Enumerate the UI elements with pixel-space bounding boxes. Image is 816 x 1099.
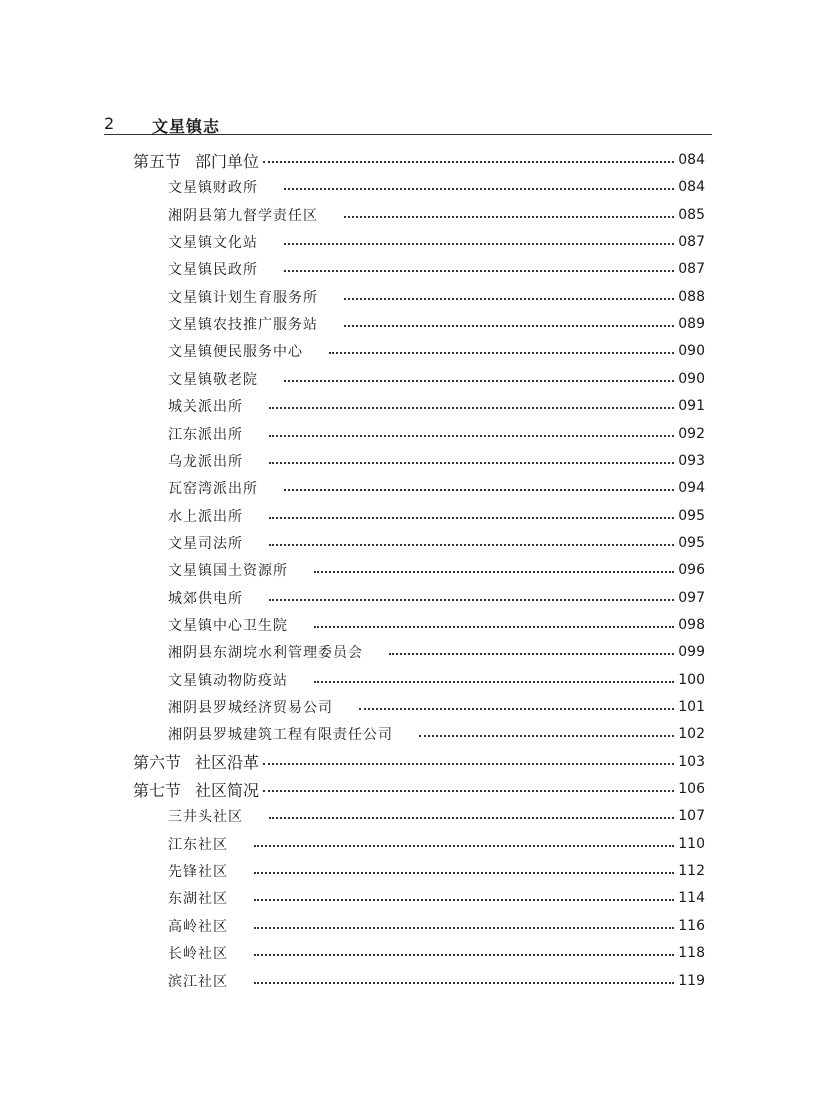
toc-entry-row <box>168 451 705 471</box>
dot-leader <box>254 927 674 929</box>
dot-leader <box>269 599 674 601</box>
dot-leader <box>314 626 674 628</box>
toc-page-number: 116 <box>678 917 705 934</box>
toc-entry-row <box>168 888 705 908</box>
toc-entry-row <box>168 834 705 854</box>
dot-leader <box>344 216 674 218</box>
dot-leader <box>254 982 674 984</box>
dot-leader <box>314 681 674 683</box>
toc-page-number: 087 <box>678 234 705 251</box>
dot-leader <box>284 243 674 245</box>
toc-entry-row <box>168 588 705 608</box>
toc-entry-row <box>168 506 705 526</box>
toc-page-number: 101 <box>678 699 705 715</box>
dot-leader <box>269 407 674 409</box>
dot-leader <box>284 188 674 190</box>
toc-entry-title: 文星镇敬老院 <box>168 371 258 388</box>
dot-leader <box>344 325 674 327</box>
toc-page-number: 095 <box>678 534 705 551</box>
toc-entry-title: 江东派出所 <box>168 426 243 443</box>
toc-page-number: 112 <box>678 863 705 880</box>
toc-entry-row <box>168 341 705 361</box>
toc-page-number: 090 <box>678 370 705 387</box>
dot-leader <box>344 298 674 300</box>
toc-page-number: 102 <box>678 726 705 743</box>
dot-leader <box>284 489 674 491</box>
toc-page-number: 103 <box>678 753 705 770</box>
toc-entry-title: 文星镇农技推广服务站 <box>168 317 318 334</box>
toc-entry-title: 江东社区 <box>168 836 228 853</box>
toc-entry-title: 文星镇民政所 <box>168 262 258 279</box>
toc-section-row <box>133 779 705 799</box>
toc-entry-row <box>168 232 705 252</box>
dot-leader <box>284 270 674 272</box>
toc-entry-row <box>168 971 705 991</box>
dot-leader <box>389 653 674 655</box>
toc-entry-title: 高岭社区 <box>168 918 228 935</box>
dot-leader <box>254 954 674 956</box>
toc-entry-title: 文星镇国土资源所 <box>168 563 288 580</box>
dot-leader <box>359 708 674 710</box>
toc-entry-row <box>168 369 705 389</box>
toc-entry-row <box>168 943 705 963</box>
toc-page-number: 096 <box>678 562 705 579</box>
toc-entry-title <box>133 778 259 801</box>
toc-page-number: 089 <box>678 316 705 333</box>
dot-leader <box>284 380 674 382</box>
toc-page-number: 095 <box>678 507 705 524</box>
toc-entry-title: 文星镇计划生育服务所 <box>168 289 318 306</box>
toc-entry-row <box>168 806 705 826</box>
page-number: 2 <box>104 114 115 133</box>
dot-leader <box>269 435 674 437</box>
toc-section-row <box>133 752 705 772</box>
toc-entry-row <box>168 560 705 580</box>
section-number: 第五节 <box>133 151 182 171</box>
dot-leader <box>269 517 674 519</box>
toc-entry-title: 湘阴县东湖垸水利管理委员会 <box>168 645 363 662</box>
toc-entry-row <box>168 724 705 744</box>
toc-page-number: 099 <box>678 644 705 661</box>
toc-page-number: 119 <box>678 972 705 989</box>
toc-entry-row <box>168 478 705 498</box>
toc-page-number: 106 <box>678 781 705 798</box>
toc-entry-title: 滨江社区 <box>168 973 228 990</box>
running-header <box>104 112 712 135</box>
toc-page-number: 090 <box>678 343 705 360</box>
toc-page-number: 094 <box>678 480 705 497</box>
toc-page-number: 084 <box>678 152 705 168</box>
toc-page-number: 110 <box>678 835 705 852</box>
toc-entry-row <box>168 177 705 197</box>
dot-leader <box>269 544 674 546</box>
toc-entry-row <box>168 697 705 717</box>
toc-entry-title: 城郊供电所 <box>168 590 243 607</box>
section-title: 社区沿革 <box>195 753 260 773</box>
dot-leader <box>254 872 674 874</box>
section-number: 第七节 <box>133 780 182 800</box>
dot-leader <box>263 763 674 765</box>
toc-entry-row <box>168 259 705 279</box>
toc-page-number: 092 <box>678 425 705 442</box>
section-title: 社区简况 <box>195 780 260 800</box>
section-number: 第六节 <box>133 753 182 773</box>
toc-entry-title: 文星镇中心卫生院 <box>168 617 288 634</box>
toc-entry-title: 湘阴县第九督学责任区 <box>168 207 318 224</box>
toc-entry-title: 城关派出所 <box>168 399 243 416</box>
toc-page-number: 085 <box>678 206 705 223</box>
dot-leader <box>263 161 674 163</box>
toc-entry-title <box>133 149 259 172</box>
toc-entry-row <box>168 615 705 635</box>
toc-entry-title: 长岭社区 <box>168 946 228 963</box>
toc-section-row <box>133 150 705 170</box>
dot-leader <box>329 352 674 354</box>
toc-entry-title: 东湖社区 <box>168 891 228 908</box>
toc-page-number: 091 <box>678 398 705 415</box>
toc-page-number: 098 <box>678 616 705 633</box>
toc-page-number: 088 <box>678 288 705 305</box>
toc-page-number: 100 <box>678 671 705 688</box>
dot-leader <box>254 845 674 847</box>
toc-page-number: 087 <box>678 261 705 278</box>
toc-page-number: 114 <box>678 890 705 907</box>
toc-entry-title: 乌龙派出所 <box>168 453 243 470</box>
toc-entry-title: 瓦窑湾派出所 <box>168 481 258 498</box>
toc-entry-title: 湘阴县罗城建筑工程有限责任公司 <box>168 727 393 744</box>
toc-entry-title: 文星镇文化站 <box>168 235 258 252</box>
toc-entry-row <box>168 314 705 334</box>
toc-entry-title: 水上派出所 <box>168 508 243 525</box>
toc-entry-title: 三井头社区 <box>168 809 243 826</box>
toc-page-number: 093 <box>678 452 705 469</box>
toc-page-number: 084 <box>678 179 705 196</box>
book-title: 文星镇志 <box>152 117 221 136</box>
toc-entry-title: 文星镇动物防疫站 <box>168 672 288 689</box>
dot-leader <box>263 790 674 792</box>
toc-entry-row <box>168 533 705 553</box>
dot-leader <box>419 735 674 737</box>
toc-entry-row <box>168 670 705 690</box>
dot-leader <box>314 571 674 573</box>
toc-entry-title: 先锋社区 <box>168 864 228 881</box>
toc-entry-title: 文星镇便民服务中心 <box>168 344 303 361</box>
toc-entry-title <box>133 750 259 773</box>
toc-entry-row <box>168 287 705 307</box>
toc-entry-row <box>168 642 705 662</box>
toc-entry-title: 湘阴县罗城经济贸易公司 <box>168 700 333 716</box>
toc-entry-row <box>168 396 705 416</box>
toc-page-number: 097 <box>678 589 705 606</box>
toc-entry-row <box>168 916 705 936</box>
toc-entry-row <box>168 861 705 881</box>
toc-page-number: 118 <box>678 945 705 962</box>
dot-leader <box>269 462 674 464</box>
toc-page-number: 107 <box>678 808 705 825</box>
toc-entry-title: 文星镇财政所 <box>168 180 258 197</box>
toc-entry-row <box>168 424 705 444</box>
dot-leader <box>254 899 674 901</box>
toc-entry-title: 文星司法所 <box>168 535 243 552</box>
toc-entry-row <box>168 205 705 225</box>
dot-leader <box>269 817 674 819</box>
section-title: 部门单位 <box>195 151 260 171</box>
